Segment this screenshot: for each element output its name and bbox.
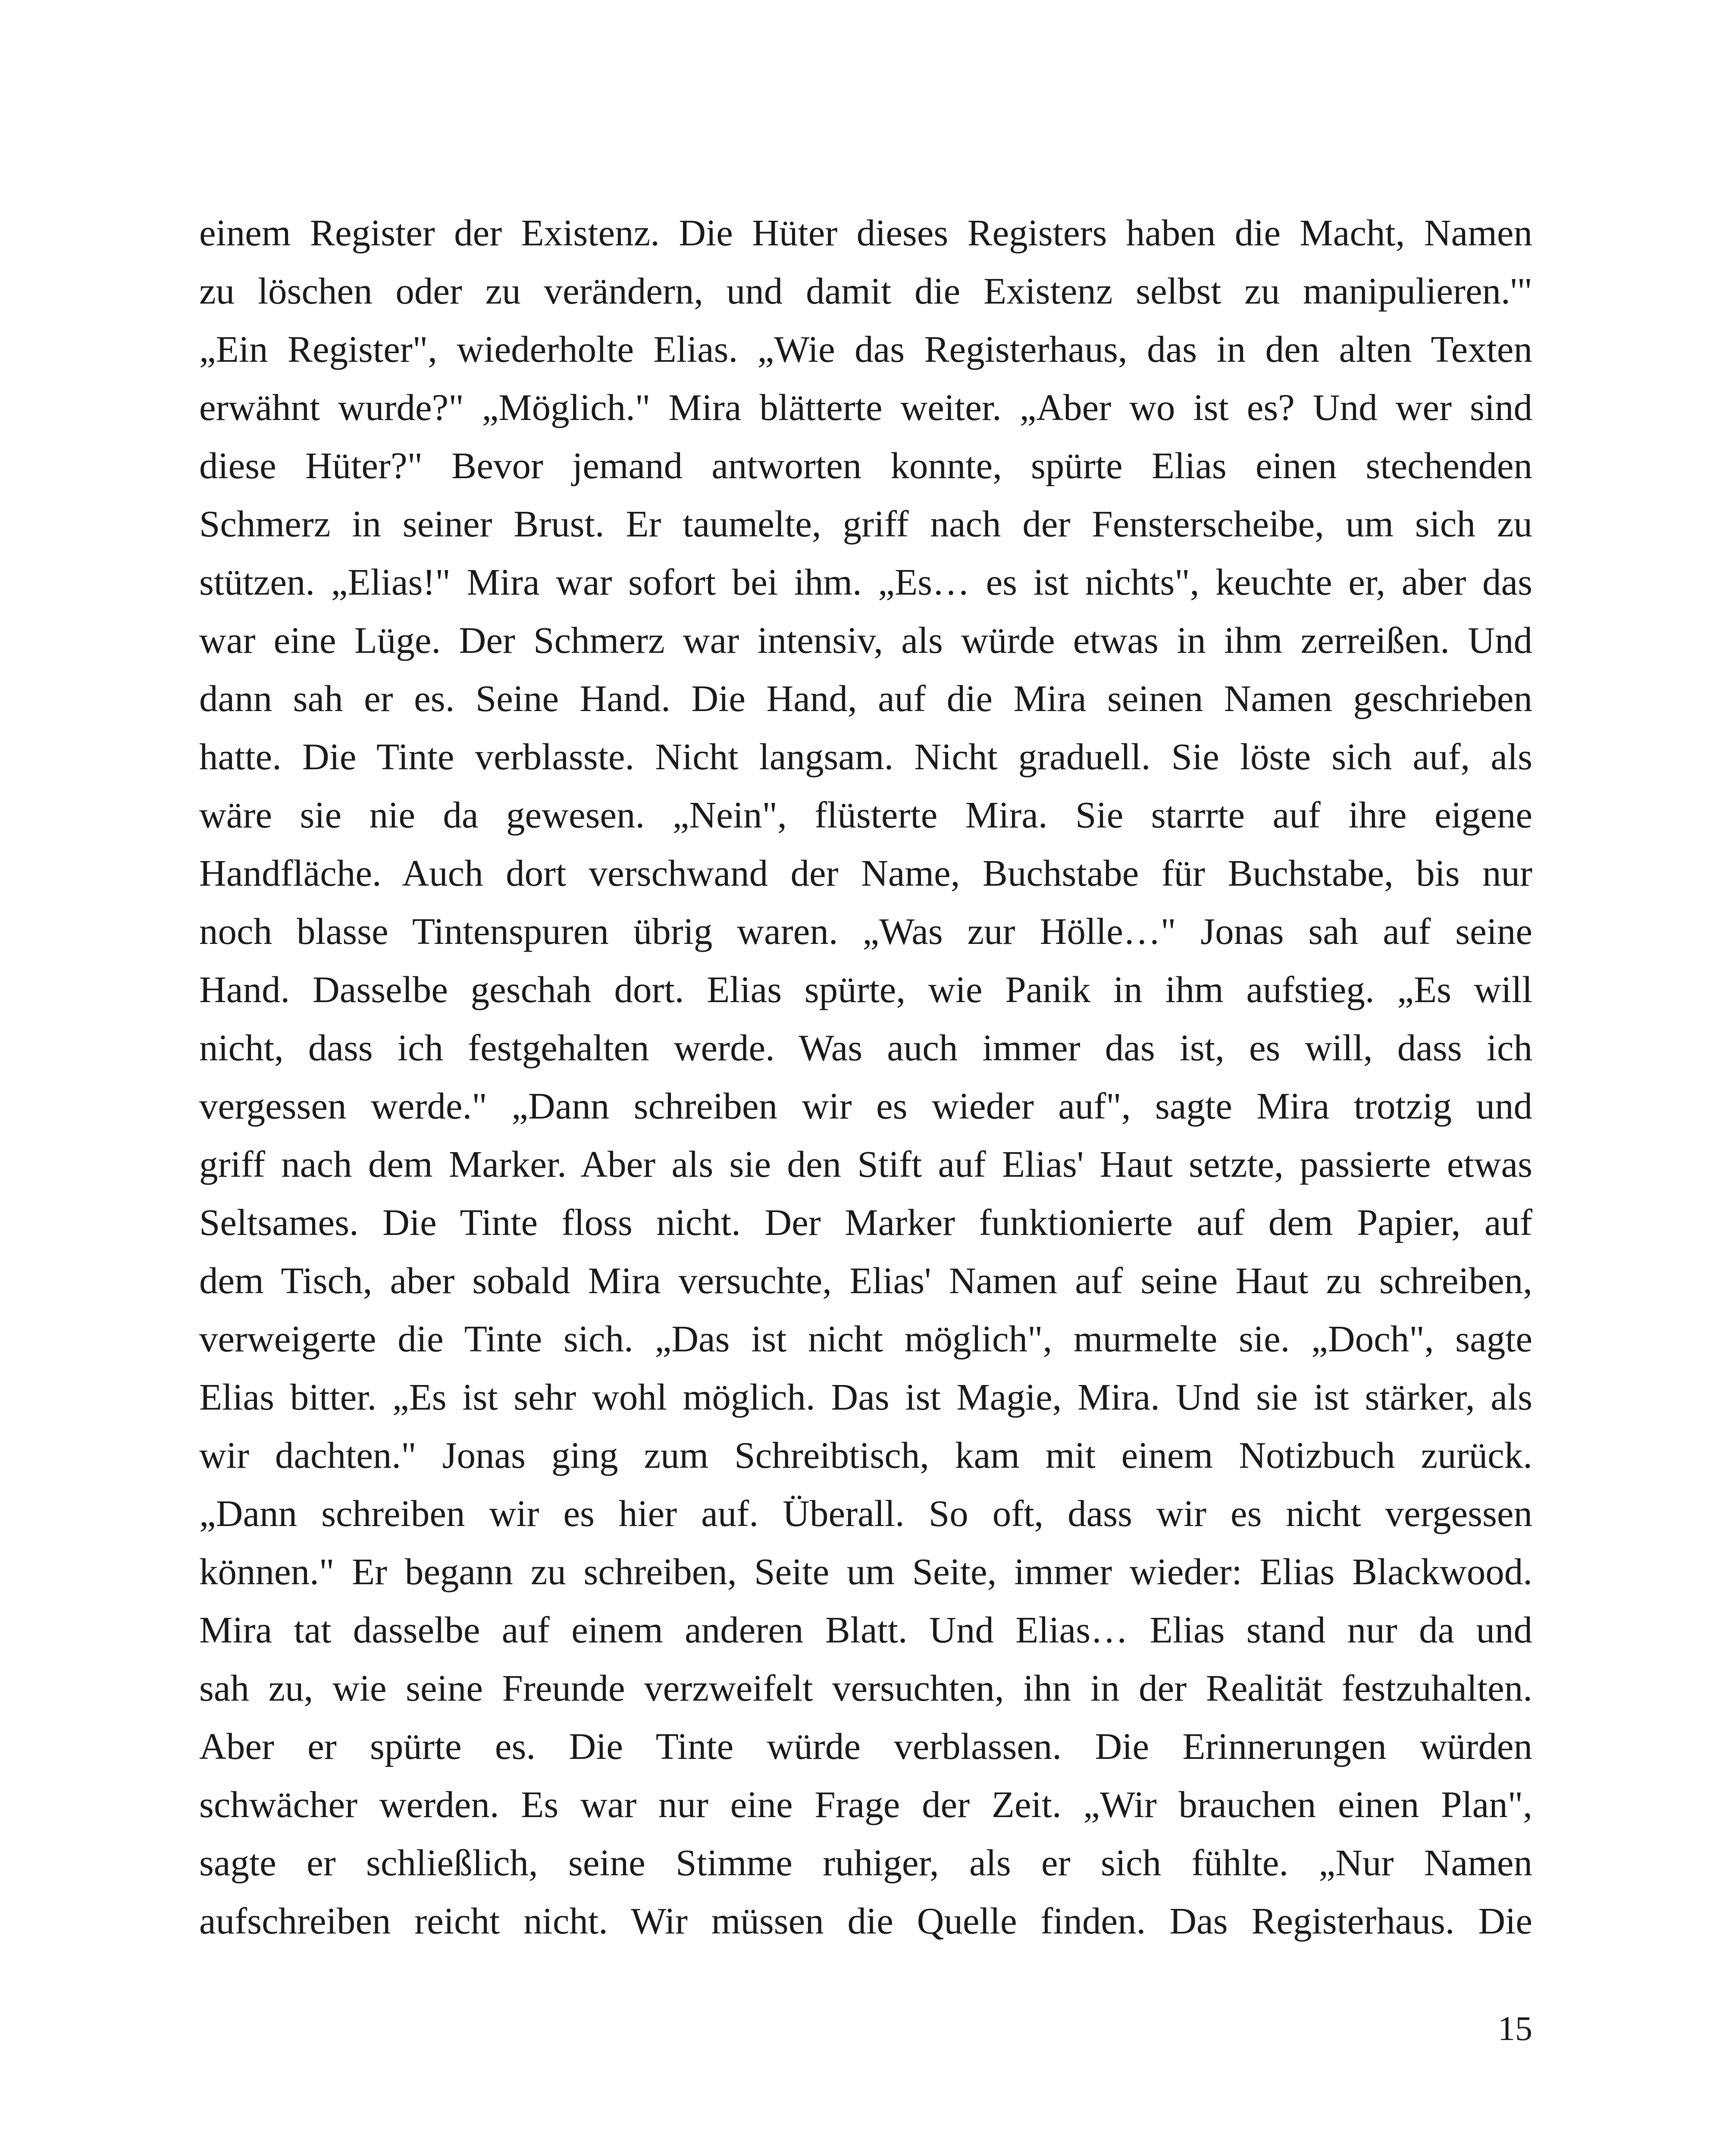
text-line: sagte er schließlich, seine Stimme ruhiger, als er sich fühlte. „Nur Namen bbox=[199, 1842, 1532, 1883]
text-line: hatte. Die Tinte verblasste. Nicht langsam. Nicht graduell. Sie löste sich auf, als bbox=[199, 736, 1532, 777]
text-line: Schmerz in seiner Brust. Er taumelte, griff nach der Fensterscheibe, um sich zu bbox=[199, 503, 1532, 545]
text-line: Elias bitter. „Es ist sehr wohl möglich. Das ist Magie, Mira. Und sie ist stärker, als bbox=[199, 1376, 1532, 1418]
page-number: 15 bbox=[1498, 2010, 1532, 2048]
text-line: vergessen werde." „Dann schreiben wir es wieder auf", sagte Mira trotzig und bbox=[199, 1085, 1532, 1127]
text-line: noch blasse Tintenspuren übrig waren. „Was zur Hölle…" Jonas sah auf seine bbox=[199, 910, 1532, 952]
text-line: dann sah er es. Seine Hand. Die Hand, auf die Mira seinen Namen geschrieben bbox=[199, 677, 1532, 719]
text-line: stützen. „Elias!" Mira war sofort bei ihm. „Es… es ist nichts", keuchte er, aber das bbox=[199, 561, 1532, 603]
text-line: aufschreiben reicht nicht. Wir müssen die Quelle finden. Das Registerhaus. Die bbox=[199, 1900, 1532, 1942]
text-line: wir dachten." Jonas ging zum Schreibtisch, kam mit einem Notizbuch zurück. bbox=[199, 1434, 1532, 1476]
text-line: schwächer werden. Es war nur eine Frage der Zeit. „Wir brauchen einen Plan", bbox=[199, 1783, 1532, 1825]
text-line: Hand. Dasselbe geschah dort. Elias spürte, wie Panik in ihm aufstieg. „Es will bbox=[199, 968, 1532, 1010]
text-line: war eine Lüge. Der Schmerz war intensiv, als würde etwas in ihm zerreißen. Und bbox=[199, 619, 1532, 661]
text-line: wäre sie nie da gewesen. „Nein", flüsterte Mira. Sie starrte auf ihre eigene bbox=[199, 794, 1532, 836]
text-line: Seltsames. Die Tinte floss nicht. Der Marker funktionierte auf dem Papier, auf bbox=[199, 1201, 1532, 1243]
text-line: zu löschen oder zu verändern, und damit die Existenz selbst zu manipulieren.'" bbox=[199, 270, 1532, 312]
text-line: können." Er begann zu schreiben, Seite um Seite, immer wieder: Elias Blackwood. bbox=[199, 1551, 1532, 1592]
text-line: sah zu, wie seine Freunde verzweifelt versuchten, ihn in der Realität festzuhalten. bbox=[199, 1667, 1532, 1709]
text-line: „Dann schreiben wir es hier auf. Überall. So oft, dass wir es nicht vergessen bbox=[199, 1492, 1532, 1534]
text-line: griff nach dem Marker. Aber als sie den Stift auf Elias' Haut setzte, passierte etwas bbox=[199, 1143, 1532, 1185]
text-line: Mira tat dasselbe auf einem anderen Blatt. Und Elias… Elias stand nur da und bbox=[199, 1609, 1532, 1651]
text-line: Aber er spürte es. Die Tinte würde verblassen. Die Erinnerungen würden bbox=[199, 1725, 1532, 1767]
text-line: diese Hüter?" Bevor jemand antworten konnte, spürte Elias einen stechenden bbox=[199, 445, 1532, 486]
text-line: verweigerte die Tinte sich. „Das ist nicht möglich", murmelte sie. „Doch", sagte bbox=[199, 1318, 1532, 1360]
text-line: „Ein Register", wiederholte Elias. „Wie das Registerhaus, das in den alten Texten bbox=[199, 328, 1532, 370]
text-line: einem Register der Existenz. Die Hüter dieses Registers haben die Macht, Namen bbox=[199, 212, 1532, 254]
text-line: dem Tisch, aber sobald Mira versuchte, Elias' Namen auf seine Haut zu schreiben, bbox=[199, 1260, 1532, 1301]
text-line: Handfläche. Auch dort verschwand der Name, Buchstabe für Buchstabe, bis nur bbox=[199, 852, 1532, 894]
text-line: nicht, dass ich festgehalten werde. Was auch immer das ist, es will, dass ich bbox=[199, 1027, 1532, 1069]
text-line: erwähnt wurde?" „Möglich." Mira blätterte weiter. „Aber wo ist es? Und wer sind bbox=[199, 386, 1532, 428]
